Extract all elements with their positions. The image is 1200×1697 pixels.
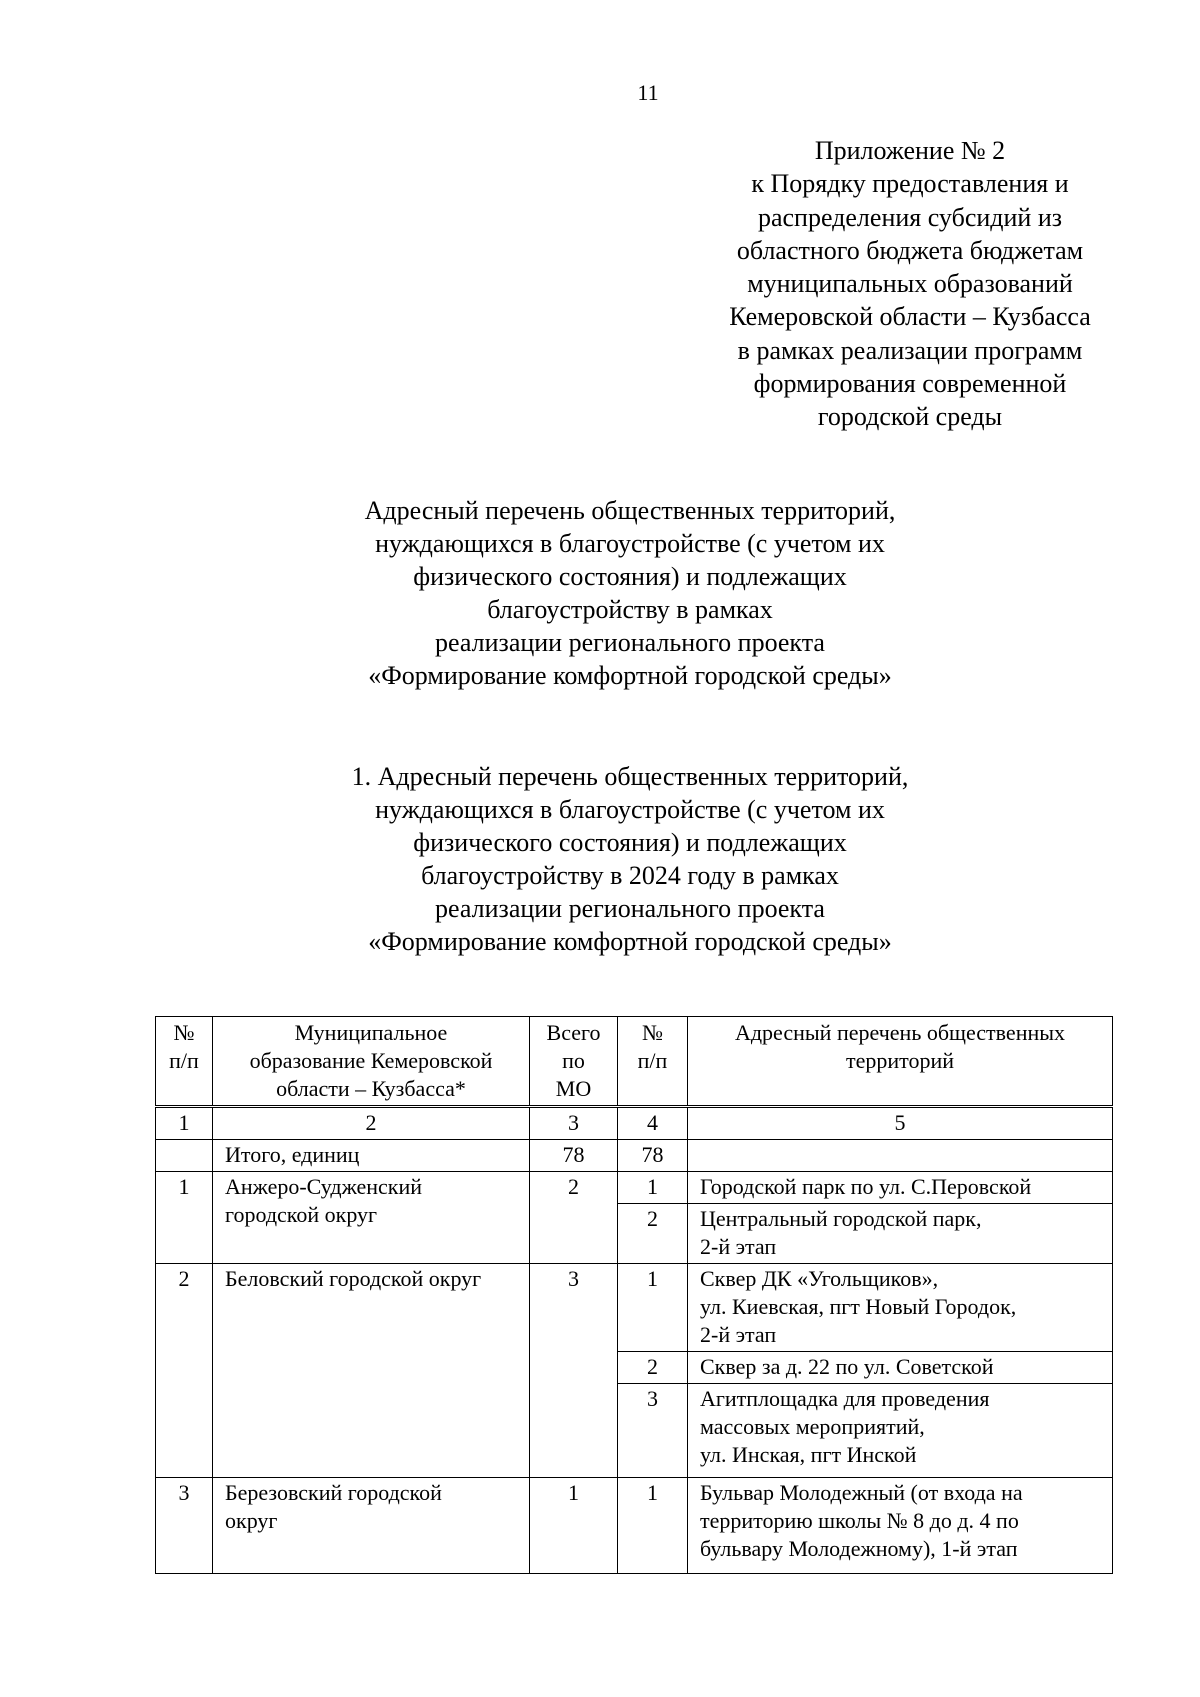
municipality-name-line: Беловский городской округ bbox=[225, 1266, 482, 1291]
territory-address-line: территорию школы № 8 до д. 4 по bbox=[700, 1508, 1019, 1533]
section-title-line: «Формирование комфортной городской среды» bbox=[368, 927, 892, 956]
appendix-line: к Порядку предоставления и bbox=[751, 169, 1069, 199]
section-title-line: нуждающихся в благоустройстве (с учетом их bbox=[375, 795, 885, 824]
header-cell-total bbox=[530, 1017, 618, 1107]
header-text: Адресный перечень общественных bbox=[734, 1020, 1066, 1045]
title-line: физического состояния) и подлежащих bbox=[413, 562, 847, 591]
appendix-line: распределения субсидий из bbox=[757, 202, 1063, 232]
header-text: п/п bbox=[637, 1048, 668, 1073]
section-title-line: физического состояния) и подлежащих bbox=[413, 828, 847, 857]
item-number: 1 bbox=[618, 1172, 688, 1204]
territory-address-line: массовых мероприятий, bbox=[700, 1414, 925, 1439]
section-title-line: реализации регионального проекта bbox=[435, 894, 825, 923]
municipality-name-line: Анжеро-Судженский bbox=[225, 1174, 423, 1199]
municipality-name bbox=[213, 1264, 530, 1478]
section-title bbox=[280, 760, 980, 958]
header-text: Всего bbox=[546, 1020, 601, 1045]
header-cell-address-list bbox=[688, 1017, 1113, 1107]
total-label: Итого, единиц bbox=[213, 1140, 530, 1172]
appendix-line: формирования современной bbox=[753, 369, 1067, 399]
total-row bbox=[156, 1140, 1113, 1172]
territory-address bbox=[688, 1204, 1113, 1264]
appendix-line: Приложение № 2 bbox=[814, 136, 1006, 165]
column-number: 1 bbox=[156, 1107, 213, 1140]
territory-address bbox=[688, 1352, 1113, 1384]
header-text: п/п bbox=[169, 1048, 199, 1073]
territory-address-line: Центральный городской парк, bbox=[700, 1206, 982, 1231]
title-line: благоустройству в рамках bbox=[487, 595, 773, 624]
item-number: 1 bbox=[618, 1264, 688, 1352]
territory-address-line: 2-й этап bbox=[700, 1322, 777, 1347]
table-header-row bbox=[156, 1017, 1113, 1107]
municipality-total: 1 bbox=[530, 1478, 618, 1574]
table-row bbox=[156, 1478, 1113, 1574]
title-line: «Формирование комфортной городской среды» bbox=[368, 661, 892, 690]
territory-address-line: ул. Киевская, пгт Новый Городок, bbox=[700, 1294, 1017, 1319]
appendix-line: областного бюджета бюджетам bbox=[736, 235, 1084, 265]
page-number: 11 bbox=[637, 80, 659, 105]
row-number: 1 bbox=[156, 1172, 213, 1264]
municipality-total: 2 bbox=[530, 1172, 618, 1264]
header-text: МО bbox=[555, 1076, 592, 1101]
municipality-name-line: округ bbox=[225, 1508, 278, 1533]
territory-address-line: Сквер за д. 22 по ул. Советской bbox=[700, 1354, 994, 1379]
section-title-line: благоустройству в 2024 году в рамках bbox=[421, 861, 839, 890]
header-text: № bbox=[173, 1020, 195, 1045]
header-text: Муниципальное bbox=[294, 1020, 448, 1045]
header-cell-number bbox=[156, 1017, 213, 1107]
header-text: области – Кузбасса* bbox=[276, 1076, 466, 1101]
header-cell-municipality bbox=[213, 1017, 530, 1107]
item-number: 2 bbox=[618, 1352, 688, 1384]
appendix-line: в рамках реализации программ bbox=[737, 335, 1083, 365]
header-text: № bbox=[642, 1020, 663, 1045]
total-empty-cell bbox=[688, 1140, 1113, 1172]
header-text: территорий bbox=[845, 1048, 955, 1073]
appendix-line: Кемеровской области – Кузбасса bbox=[729, 302, 1091, 332]
column-number: 3 bbox=[530, 1107, 618, 1140]
total-empty-cell bbox=[156, 1140, 213, 1172]
municipality-total: 3 bbox=[530, 1264, 618, 1478]
title-line: нуждающихся в благоустройстве (с учетом их bbox=[375, 529, 885, 558]
section-title-line: 1. Адресный перечень общественных территорий, bbox=[351, 762, 909, 791]
item-number: 3 bbox=[618, 1384, 688, 1478]
territory-address bbox=[688, 1264, 1113, 1352]
territory-address-line: Городской парк по ул. С.Перовской bbox=[700, 1174, 1032, 1199]
header-text: по bbox=[562, 1048, 585, 1073]
territory-address-line: бульвару Молодежному), 1-й этап bbox=[700, 1536, 1018, 1561]
territory-address bbox=[688, 1384, 1113, 1478]
column-number: 5 bbox=[688, 1107, 1113, 1140]
header-cell-item-number bbox=[618, 1017, 688, 1107]
territory-address-line: Сквер ДК «Угольщиков», bbox=[700, 1266, 939, 1291]
header-text: образование Кемеровской bbox=[249, 1048, 493, 1073]
municipality-name-line: городской округ bbox=[225, 1202, 378, 1227]
table-row bbox=[156, 1264, 1113, 1352]
title-line: реализации регионального проекта bbox=[435, 628, 825, 657]
row-number: 2 bbox=[156, 1264, 213, 1478]
total-all-mo: 78 bbox=[530, 1140, 618, 1172]
municipality-name bbox=[213, 1172, 530, 1264]
municipality-name-line: Березовский городской bbox=[225, 1480, 442, 1505]
table-row bbox=[156, 1172, 1113, 1204]
territories-table bbox=[155, 1016, 1113, 1574]
document-title bbox=[280, 494, 980, 692]
territory-address bbox=[688, 1478, 1113, 1574]
territory-address bbox=[688, 1172, 1113, 1204]
row-number: 3 bbox=[156, 1478, 213, 1574]
appendix-line: муниципальных образований bbox=[747, 269, 1073, 299]
territory-address-line: ул. Инская, пгт Инской bbox=[700, 1442, 917, 1467]
total-count: 78 bbox=[618, 1140, 688, 1172]
item-number: 2 bbox=[618, 1204, 688, 1264]
column-numbers-row bbox=[156, 1107, 1113, 1140]
territory-address-line: 2-й этап bbox=[700, 1234, 777, 1259]
column-number: 2 bbox=[213, 1107, 530, 1140]
appendix-line: городской среды bbox=[817, 402, 1003, 432]
column-number: 4 bbox=[618, 1107, 688, 1140]
title-line: Адресный перечень общественных территорий, bbox=[364, 496, 896, 525]
municipality-name bbox=[213, 1478, 530, 1574]
territory-address-line: Агитплощадка для проведения bbox=[700, 1386, 990, 1411]
item-number: 1 bbox=[618, 1478, 688, 1574]
territory-address-line: Бульвар Молодежный (от входа на bbox=[700, 1480, 1023, 1505]
appendix-heading bbox=[680, 134, 1140, 434]
